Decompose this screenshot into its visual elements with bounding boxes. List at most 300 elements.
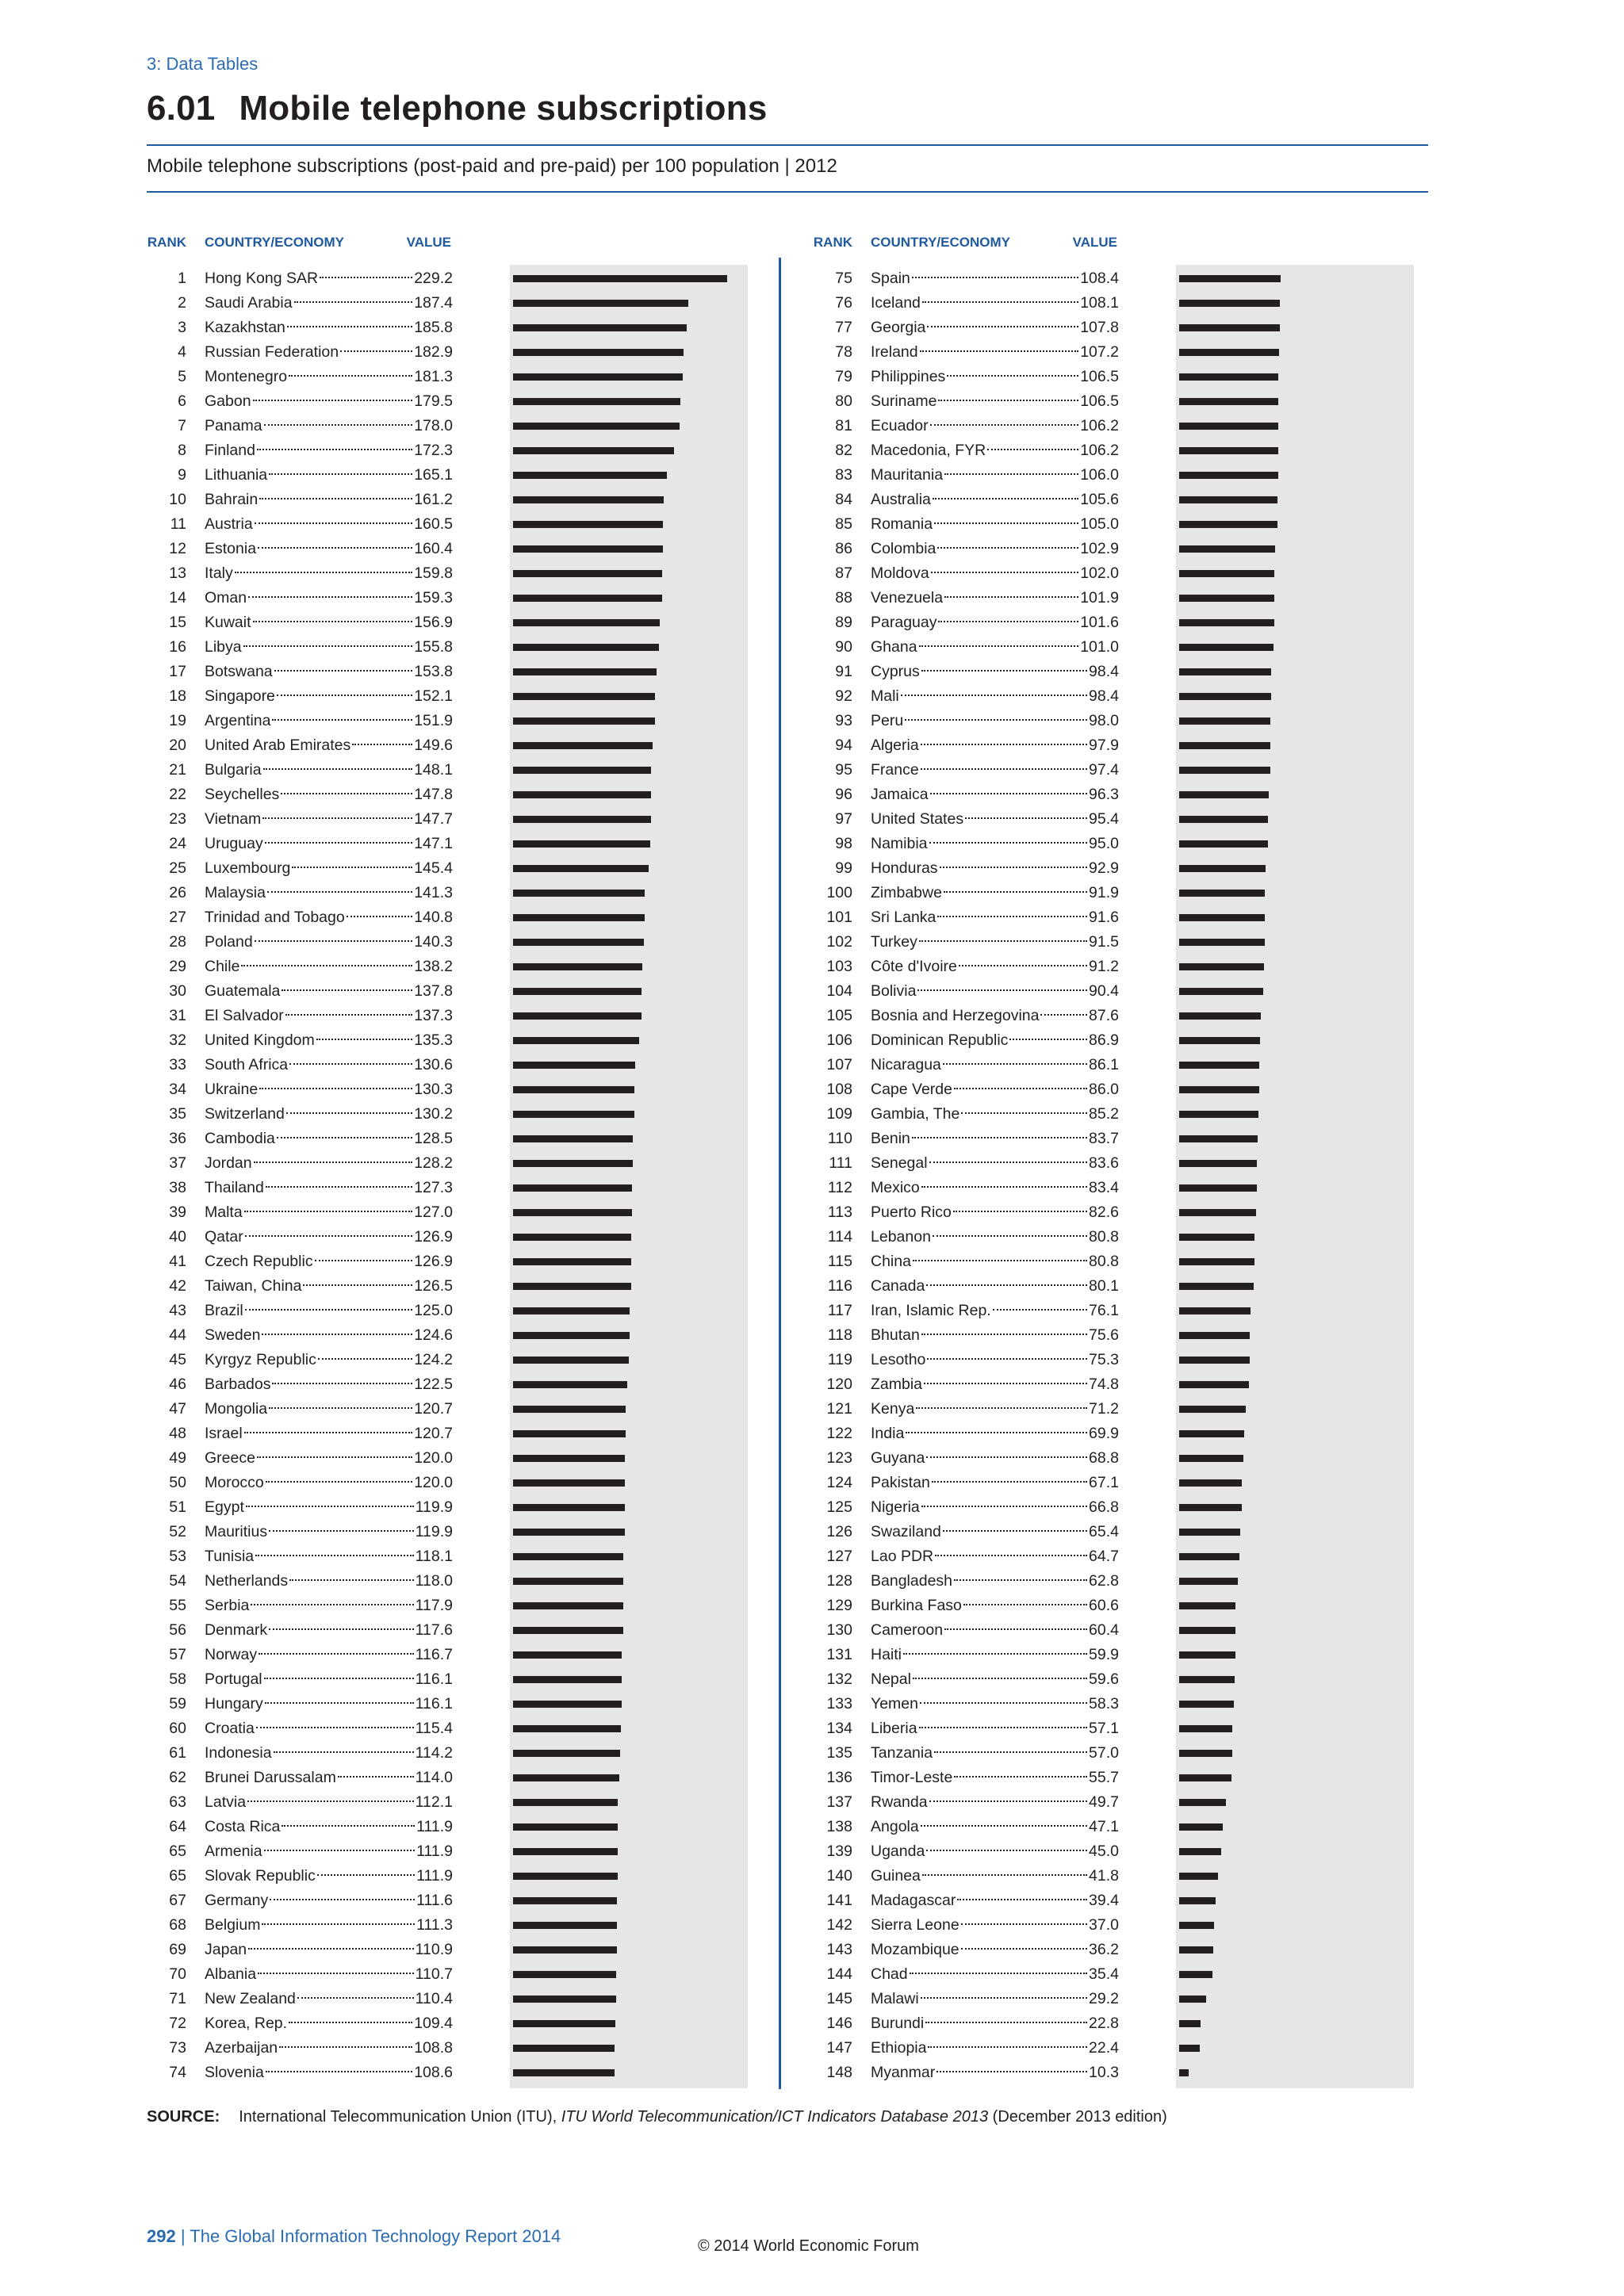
value-label: 106.5	[1080, 392, 1119, 410]
value-label: 160.4	[414, 540, 453, 557]
dot-leader	[265, 842, 412, 844]
country-value-cell	[871, 1422, 1119, 1446]
dot-leader	[289, 1063, 412, 1065]
value-label: 125.0	[414, 1302, 453, 1319]
value-bar	[513, 1357, 629, 1364]
value-label: 66.8	[1089, 1498, 1119, 1516]
country-name: Denmark	[205, 1621, 268, 1639]
table-row	[813, 389, 1415, 414]
country-value-cell	[205, 1446, 453, 1471]
value-label: 165.1	[414, 466, 453, 484]
dot-leader	[926, 1456, 1087, 1458]
value-bar	[513, 373, 683, 381]
footer-separator: |	[180, 2226, 186, 2246]
value-label: 76.1	[1089, 1302, 1119, 1319]
country-value-cell	[871, 291, 1119, 316]
dot-leader	[916, 1407, 1087, 1409]
country-value-cell	[871, 1815, 1119, 1839]
table-row	[813, 1323, 1415, 1348]
rank-cell: 40	[169, 1228, 186, 1246]
value-bar	[1179, 1258, 1254, 1265]
country-value-cell	[871, 1962, 1119, 1987]
rank-cell: 48	[169, 1425, 186, 1442]
rank-cell: 65	[169, 1867, 186, 1885]
dot-leader	[944, 891, 1087, 893]
value-bar	[1179, 1725, 1232, 1732]
country-value-cell	[871, 1594, 1119, 1618]
country-name: India	[871, 1425, 905, 1442]
table-row	[147, 1790, 749, 1815]
dot-leader	[927, 1358, 1087, 1360]
value-label: 86.0	[1089, 1081, 1119, 1098]
value-bar	[513, 1332, 630, 1339]
value-label: 112.1	[415, 1793, 453, 1811]
dot-leader	[910, 1973, 1087, 1974]
dot-leader	[920, 1702, 1087, 1704]
country-value-cell	[205, 758, 453, 783]
table-row	[147, 340, 749, 365]
value-label: 111.9	[416, 1867, 453, 1885]
dot-leader	[303, 1284, 412, 1286]
country-value-cell	[871, 905, 1119, 930]
table-row	[147, 733, 749, 758]
table-row	[813, 1446, 1415, 1471]
rank-cell: 119	[827, 1351, 852, 1368]
value-bar	[513, 693, 655, 700]
value-label: 120.7	[414, 1425, 453, 1442]
country-name: Malawi	[871, 1990, 919, 2007]
country-value-cell	[871, 709, 1119, 733]
dot-leader	[959, 965, 1087, 966]
country-value-cell	[205, 1274, 453, 1299]
country-name: Cameroon	[871, 1621, 944, 1639]
rank-cell: 5	[178, 368, 186, 385]
table-row	[147, 266, 749, 291]
value-label: 155.8	[414, 638, 453, 656]
rank-cell: 54	[169, 1572, 186, 1590]
dot-leader	[279, 2046, 412, 2048]
country-name: Germany	[205, 1892, 269, 1909]
country-value-cell	[871, 1544, 1119, 1569]
value-label: 86.1	[1089, 1056, 1119, 1073]
value-label: 75.3	[1089, 1351, 1119, 1368]
table-row	[147, 660, 749, 684]
rank-cell: 23	[169, 810, 186, 828]
value-label: 10.3	[1089, 2064, 1119, 2081]
dot-leader	[931, 572, 1078, 573]
value-label: 35.4	[1089, 1965, 1119, 1983]
country-value-cell	[871, 1200, 1119, 1225]
dot-leader	[243, 645, 413, 647]
table-row	[813, 1471, 1415, 1495]
table-row	[147, 2061, 749, 2085]
value-bar	[1179, 349, 1279, 356]
rank-cell: 139	[826, 1843, 852, 1860]
rank-cell: 124	[826, 1474, 852, 1491]
table-row	[813, 512, 1415, 537]
value-bar	[1179, 963, 1264, 970]
country-name: Georgia	[871, 319, 926, 336]
country-value-cell	[871, 1028, 1119, 1053]
value-label: 120.0	[414, 1449, 453, 1467]
rank-cell: 97	[835, 810, 852, 828]
value-label: 159.8	[414, 564, 453, 582]
dot-leader	[921, 1186, 1087, 1188]
dot-leader	[318, 1358, 412, 1360]
dot-leader	[265, 1702, 414, 1704]
dot-leader	[920, 350, 1079, 352]
country-value-cell	[871, 1372, 1119, 1397]
value-bar	[513, 1135, 633, 1142]
value-bar	[1179, 1037, 1260, 1044]
value-bar	[513, 988, 642, 995]
country-value-cell	[871, 1790, 1119, 1815]
rank-cell: 147	[826, 2039, 852, 2057]
country-value-cell	[205, 610, 453, 635]
value-label: 119.9	[415, 1498, 453, 1516]
rank-cell: 33	[169, 1056, 186, 1073]
table-row	[813, 414, 1415, 438]
country-value-cell	[871, 316, 1119, 340]
value-bar	[1179, 300, 1280, 307]
value-bar	[513, 521, 663, 528]
country-name: Brunei Darussalam	[205, 1769, 336, 1786]
page-number: 292	[147, 2226, 176, 2246]
country-value-cell	[871, 1569, 1119, 1594]
country-value-cell	[205, 2011, 453, 2036]
country-value-cell	[205, 684, 453, 709]
country-value-cell	[871, 635, 1119, 660]
country-value-cell	[871, 1348, 1119, 1372]
rank-cell: 47	[169, 1400, 186, 1418]
table-row	[147, 1372, 749, 1397]
dot-leader	[935, 1555, 1087, 1556]
country-value-cell	[871, 1102, 1119, 1127]
value-label: 106.0	[1080, 466, 1119, 484]
country-name: Turkey	[871, 933, 917, 951]
table-row	[813, 1274, 1415, 1299]
table-row	[147, 1077, 749, 1102]
country-value-cell	[205, 1692, 453, 1716]
value-bar	[513, 791, 651, 798]
country-name: Latvia	[205, 1793, 247, 1811]
rank-cell: 21	[169, 761, 186, 779]
table-row	[147, 1176, 749, 1200]
value-label: 111.9	[416, 1818, 453, 1835]
dot-leader	[947, 375, 1078, 377]
country-value-cell	[205, 1077, 453, 1102]
rank-cell: 50	[169, 1474, 186, 1491]
country-value-cell	[871, 1225, 1119, 1249]
table-row	[147, 1938, 749, 1962]
country-name: Swaziland	[871, 1523, 941, 1540]
country-name: Lebanon	[871, 1228, 931, 1246]
dot-leader	[241, 965, 412, 966]
value-bar	[513, 2069, 615, 2076]
rank-cell: 84	[835, 491, 852, 508]
value-bar	[1179, 1184, 1257, 1192]
country-name: Peru	[871, 712, 904, 729]
table-row	[147, 291, 749, 316]
table-row	[147, 1004, 749, 1028]
country-name: New Zealand	[205, 1990, 296, 2007]
value-bar	[1179, 1799, 1226, 1806]
value-label: 126.9	[414, 1253, 453, 1270]
country-name: Ecuador	[871, 417, 929, 434]
country-value-cell	[205, 881, 453, 905]
value-label: 116.1	[415, 1695, 453, 1712]
rank-cell: 123	[826, 1449, 852, 1467]
rank-cell: 80	[835, 392, 852, 410]
value-label: 85.2	[1089, 1105, 1119, 1123]
rank-cell: 29	[169, 958, 186, 975]
country-value-cell	[871, 1471, 1119, 1495]
rank-cell: 71	[169, 1990, 186, 2007]
table-row	[813, 1987, 1415, 2011]
country-name: Australia	[871, 491, 931, 508]
rank-cell: 31	[169, 1007, 186, 1024]
rank-cell: 145	[826, 1990, 852, 2007]
dot-leader	[245, 1309, 412, 1311]
value-bar	[513, 890, 645, 897]
value-bar	[1179, 324, 1280, 331]
value-label: 160.5	[414, 515, 453, 533]
report-title: The Global Information Technology Report 2014	[190, 2226, 561, 2246]
country-name: Moldova	[871, 564, 929, 582]
country-value-cell	[205, 1962, 453, 1987]
value-label: 116.7	[415, 1646, 453, 1663]
value-bar	[1179, 1357, 1250, 1364]
dot-leader	[262, 1923, 415, 1925]
value-bar	[1179, 1873, 1218, 1880]
dot-leader	[274, 1751, 414, 1753]
dot-leader	[257, 1456, 412, 1458]
rank-cell: 77	[835, 319, 852, 336]
country-name: Lao PDR	[871, 1548, 934, 1565]
rank-cell: 106	[826, 1031, 852, 1049]
dot-leader	[961, 1112, 1087, 1114]
rank-cell: 137	[826, 1793, 852, 1811]
dot-leader	[934, 1751, 1087, 1753]
value-label: 101.9	[1080, 589, 1119, 607]
country-value-cell	[871, 438, 1119, 463]
country-name: Nicaragua	[871, 1056, 941, 1073]
table-title: Mobile telephone subscriptions	[239, 89, 768, 128]
country-name: South Africa	[205, 1056, 289, 1073]
value-label: 98.4	[1089, 663, 1119, 680]
rank-cell: 115	[827, 1253, 852, 1270]
dot-leader	[262, 1334, 412, 1335]
value-bar	[1179, 1307, 1251, 1314]
dot-leader	[289, 375, 412, 377]
value-bar	[513, 1946, 617, 1954]
table-row	[147, 1594, 749, 1618]
value-bar	[1179, 1701, 1234, 1708]
rank-cell: 114	[827, 1228, 852, 1246]
country-value-cell	[205, 807, 453, 832]
value-label: 47.1	[1089, 1818, 1119, 1835]
country-value-cell	[205, 1741, 453, 1766]
dot-leader	[924, 1383, 1087, 1384]
value-label: 185.8	[414, 319, 453, 336]
dot-leader	[315, 1260, 413, 1261]
dot-leader	[289, 1579, 413, 1581]
table-row	[813, 266, 1415, 291]
country-name: Iceland	[871, 294, 921, 312]
value-label: 98.0	[1089, 712, 1119, 729]
value-bar	[1179, 1897, 1216, 1904]
value-bar	[1179, 939, 1265, 946]
country-name: Brazil	[205, 1302, 243, 1319]
table-row	[813, 1249, 1415, 1274]
rank-cell: 96	[835, 786, 852, 803]
value-bar	[513, 1725, 621, 1732]
table-row	[147, 561, 749, 586]
value-label: 91.6	[1089, 909, 1119, 926]
dot-leader	[266, 1186, 412, 1188]
value-label: 91.9	[1089, 884, 1119, 901]
table-row	[147, 1544, 749, 1569]
country-name: Vietnam	[205, 810, 262, 828]
country-value-cell	[205, 414, 453, 438]
table-row	[813, 1151, 1415, 1176]
rank-cell: 148	[826, 2064, 852, 2081]
dot-leader	[929, 842, 1088, 844]
country-name: Malta	[205, 1203, 243, 1221]
rank-cell: 79	[835, 368, 852, 385]
table-row	[813, 2036, 1415, 2061]
country-value-cell	[205, 586, 453, 610]
country-name: Portugal	[205, 1670, 262, 1688]
country-value-cell	[205, 1618, 453, 1643]
footer	[147, 2226, 561, 2247]
value-label: 67.1	[1089, 1474, 1119, 1491]
rank-cell: 41	[169, 1253, 186, 1270]
value-label: 64.7	[1089, 1548, 1119, 1565]
dot-leader	[347, 916, 412, 917]
table-row	[147, 1446, 749, 1471]
value-bar	[513, 1848, 618, 1855]
value-bar	[1179, 1430, 1244, 1437]
title-rule-top	[147, 144, 1428, 146]
value-bar	[1179, 1504, 1242, 1511]
value-label: 109.4	[414, 2015, 453, 2032]
value-bar	[1179, 1062, 1259, 1069]
value-label: 101.0	[1080, 638, 1119, 656]
country-value-cell	[205, 1225, 453, 1249]
rank-cell: 30	[169, 982, 186, 1000]
table-row	[813, 1766, 1415, 1790]
table-row	[813, 1716, 1415, 1741]
country-value-cell	[871, 340, 1119, 365]
value-label: 128.2	[414, 1154, 453, 1172]
country-value-cell	[205, 537, 453, 561]
country-name: Bangladesh	[871, 1572, 953, 1590]
rank-cell: 69	[169, 1941, 186, 1958]
country-name: Thailand	[205, 1179, 264, 1196]
value-bar	[1179, 1922, 1214, 1929]
dot-leader	[256, 1727, 414, 1728]
value-bar	[1179, 1406, 1246, 1413]
country-name: Iran, Islamic Rep.	[871, 1302, 991, 1319]
dot-leader	[943, 1530, 1087, 1532]
country-value-cell	[871, 1888, 1119, 1913]
country-value-cell	[205, 1594, 453, 1618]
value-bar	[513, 914, 645, 921]
rank-cell: 64	[169, 1818, 186, 1835]
rank-cell: 14	[169, 589, 186, 607]
value-label: 117.6	[415, 1621, 453, 1639]
value-label: 102.9	[1080, 540, 1119, 557]
rank-cell: 99	[835, 859, 852, 877]
country-name: Bahrain	[205, 491, 259, 508]
rank-cell: 43	[169, 1302, 186, 1319]
country-name: Lithuania	[205, 466, 268, 484]
country-name: Haiti	[871, 1646, 902, 1663]
country-name: Bhutan	[871, 1326, 920, 1344]
country-value-cell	[205, 2061, 453, 2085]
dot-leader	[913, 1260, 1087, 1261]
rank-cell: 2	[178, 294, 186, 312]
country-value-cell	[871, 266, 1119, 291]
value-label: 92.9	[1089, 859, 1119, 877]
country-name: Argentina	[205, 712, 271, 729]
dot-leader	[253, 621, 413, 622]
value-bar	[1179, 1823, 1223, 1831]
country-name: Egypt	[205, 1498, 244, 1516]
country-name: Ireland	[871, 343, 918, 361]
dot-leader	[272, 719, 412, 721]
table-number: 6.01	[147, 89, 216, 128]
country-name: Uruguay	[205, 835, 263, 852]
value-label: 74.8	[1089, 1376, 1119, 1393]
value-label: 97.9	[1089, 737, 1119, 754]
table-row	[147, 1299, 749, 1323]
table-row	[147, 1741, 749, 1766]
table-row	[147, 610, 749, 635]
dot-leader	[933, 1235, 1087, 1237]
value-bar	[1179, 742, 1270, 749]
rank-cell: 3	[178, 319, 186, 336]
value-bar	[1179, 668, 1271, 675]
rank-header: RANK	[147, 235, 186, 250]
table-row	[147, 488, 749, 512]
country-value-cell	[871, 1053, 1119, 1077]
country-name: Mauritania	[871, 466, 944, 484]
rank-cell: 73	[169, 2039, 186, 2057]
country-value-cell	[871, 610, 1119, 635]
country-name: Azerbaijan	[205, 2039, 278, 2057]
value-label: 152.1	[414, 687, 453, 705]
country-name: Indonesia	[205, 1744, 272, 1762]
country-name: Cambodia	[205, 1130, 275, 1147]
rank-cell: 94	[835, 737, 852, 754]
value-label: 69.9	[1089, 1425, 1119, 1442]
country-name: Gambia, The	[871, 1105, 960, 1123]
value-bar	[1179, 1553, 1239, 1560]
country-name: Serbia	[205, 1597, 250, 1614]
country-name: Tunisia	[205, 1548, 255, 1565]
country-value-cell	[205, 1422, 453, 1446]
country-name: Chad	[871, 1965, 908, 1983]
value-label: 140.8	[414, 909, 453, 926]
rank-cell: 138	[826, 1818, 852, 1835]
value-label: 111.6	[416, 1892, 453, 1909]
country-name: Sweden	[205, 1326, 261, 1344]
rank-cell: 95	[835, 761, 852, 779]
dot-leader	[282, 1825, 415, 1827]
country-value-cell	[871, 1127, 1119, 1151]
